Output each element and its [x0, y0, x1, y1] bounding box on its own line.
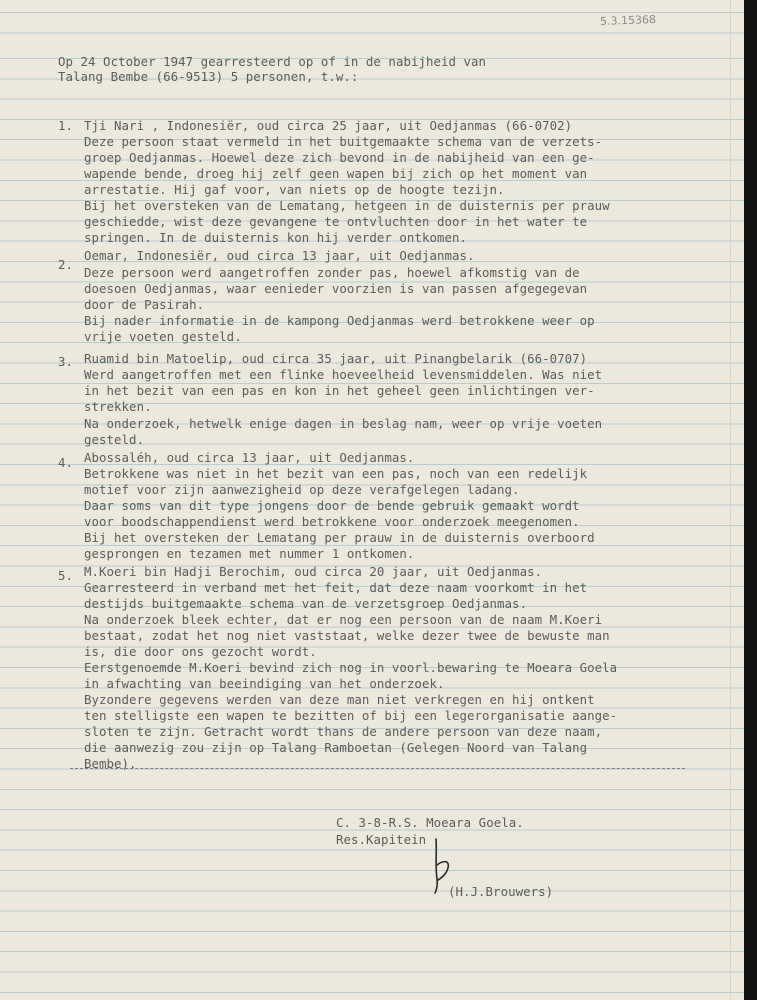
person-1-line-8: springen. In de duisternis kon hij verder ontkomen.	[84, 230, 467, 245]
person-2-line-5: Bij nader informatie in de kampong Oedjanmas werd betrokkene weer op	[84, 313, 595, 328]
intro-line-2: Talang Bembe (66-9513) 5 personen, t.w.:	[58, 69, 359, 84]
person-5-line-10: ten stelligste een wapen te bezitten of bij een legerorganisatie aange-	[84, 708, 618, 723]
page-edge-line	[730, 0, 731, 1000]
person-4-line-4: Daar soms van dit type jongens door de bende gebruik gemaakt wordt	[84, 498, 580, 513]
person-5-line-6: is, die door ons gezocht wordt.	[84, 644, 317, 659]
person-5-line-12: die aanwezig zou zijn op Talang Ramboetan (Gelegen Noord van Talang	[84, 740, 588, 755]
person-4-line-5: voor boodschappendienst werd betrokkene voor onderzoek meegenomen.	[84, 514, 580, 529]
person-5-line-4: Na onderzoek bleek echter, dat er nog een persoon van de naam M.Koeri	[84, 612, 603, 627]
person-3-line-3: in het bezit van een pas en kon in het geheel geen inlichtingen ver-	[84, 383, 595, 398]
person-5-line-2: Gearresteerd in verband met het feit, dat deze naam voorkomt in het	[84, 580, 588, 595]
person-5-line-3: destijds buitgemaakte schema van de verzetsgroep Oedjanmas.	[84, 596, 528, 611]
person-4-line-1: Abossaléh, oud circa 13 jaar, uit Oedjanmas.	[84, 450, 415, 465]
person-1-line-6: Bij het oversteken van de Lematang, hetgeen in de duisternis per prauw	[84, 198, 610, 213]
person-3-line-6: gesteld.	[84, 432, 145, 447]
person-5-line-9: Byzondere gegevens werden van deze man niet verkregen en hij ontkent	[84, 692, 595, 707]
person-2-line-3: doesoen Oedjanmas, waar eenieder voorzien is van passen afgegegevan	[84, 281, 588, 296]
scan-background-edge	[744, 0, 757, 1000]
person-5-line-8: in afwachting van beeindiging van het onderzoek.	[84, 676, 445, 691]
person-4-line-2: Betrokkene was niet in het bezit van een pas, noch van een redelijk	[84, 466, 588, 481]
person-5-number: 5.	[58, 568, 74, 583]
dashed-separator	[70, 768, 685, 769]
person-3-line-5: Na onderzoek, hetwelk enige dagen in beslag nam, weer op vrije voeten	[84, 416, 603, 431]
person-3-line-2: Werd aangetroffen met een flinke hoeveelheid levensmiddelen. Was niet	[84, 367, 603, 382]
person-5-line-7: Eerstgenoemde M.Koeri bevind zich nog in voorl.bewaring te Moeara Goela	[84, 660, 618, 675]
person-2-line-6: vrije voeten gesteld.	[84, 329, 242, 344]
person-3-number: 3.	[58, 354, 74, 369]
person-3-line-4: strekken.	[84, 399, 152, 414]
person-2-line-4: door de Pasirah.	[84, 297, 205, 312]
person-2-line-2: Deze persoon werd aangetroffen zonder pas, hoewel afkomstig van de	[84, 265, 580, 280]
person-1-line-5: arrestatie. Hij gaf voor, van niets op de hoogte tezijn.	[84, 182, 505, 197]
person-5-line-5: bestaat, zodat het nog niet vaststaat, welke dezer twee de bewuste man	[84, 628, 610, 643]
person-1-line-3: groep Oedjanmas. Hoewel deze zich bevond in de nabijheid van een ge-	[84, 150, 595, 165]
person-5-line-13: Bembe).	[84, 756, 137, 771]
person-5-line-11: sloten te zijn. Getracht wordt thans de andere persoon van deze naam,	[84, 724, 603, 739]
person-1-number: 1.	[58, 118, 74, 133]
signatory-rank: Res.Kapitein	[336, 832, 427, 847]
person-4-number: 4.	[58, 455, 74, 470]
person-1-line-2: Deze persoon staat vermeld in het buitgemaakte schema van de verzets-	[84, 134, 603, 149]
person-4-line-3: motief voor zijn aanwezigheid op deze verafgelegen ladang.	[84, 482, 520, 497]
person-4-line-6: Bij het oversteken der Lematang per prauw in de duisternis overboord	[84, 530, 595, 545]
person-1-line-4: wapende bende, droeg hij zelf geen wapen bij zich op het moment van	[84, 166, 588, 181]
person-4-line-7: gesprongen en tezamen met nummer 1 ontkomen.	[84, 546, 415, 561]
archive-number-stamp: 5.3.15368	[599, 13, 657, 28]
signatory-unit: C. 3-8-R.S. Moeara Goela.	[336, 815, 524, 830]
person-5-line-1: M.Koeri bin Hadji Berochim, oud circa 20 jaar, uit Oedjanmas.	[84, 564, 543, 579]
person-2-line-1: Oemar, Indonesiër, oud circa 13 jaar, uit Oedjanmas.	[84, 248, 475, 263]
person-1-line-7: geschiedde, wist deze gevangene te ontvluchten door in het water te	[84, 214, 588, 229]
signatory-name: (H.J.Brouwers)	[448, 884, 554, 899]
person-2-number: 2.	[58, 257, 74, 272]
intro-line-1: Op 24 October 1947 gearresteerd op of in de nabijheid van	[58, 54, 487, 69]
person-3-line-1: Ruamid bin Matoelip, oud circa 35 jaar, uit Pinangbelarik (66-0707)	[84, 351, 588, 366]
person-1-line-1: Tji Nari , Indonesiër, oud circa 25 jaar, uit Oedjanmas (66-0702)	[84, 118, 573, 133]
